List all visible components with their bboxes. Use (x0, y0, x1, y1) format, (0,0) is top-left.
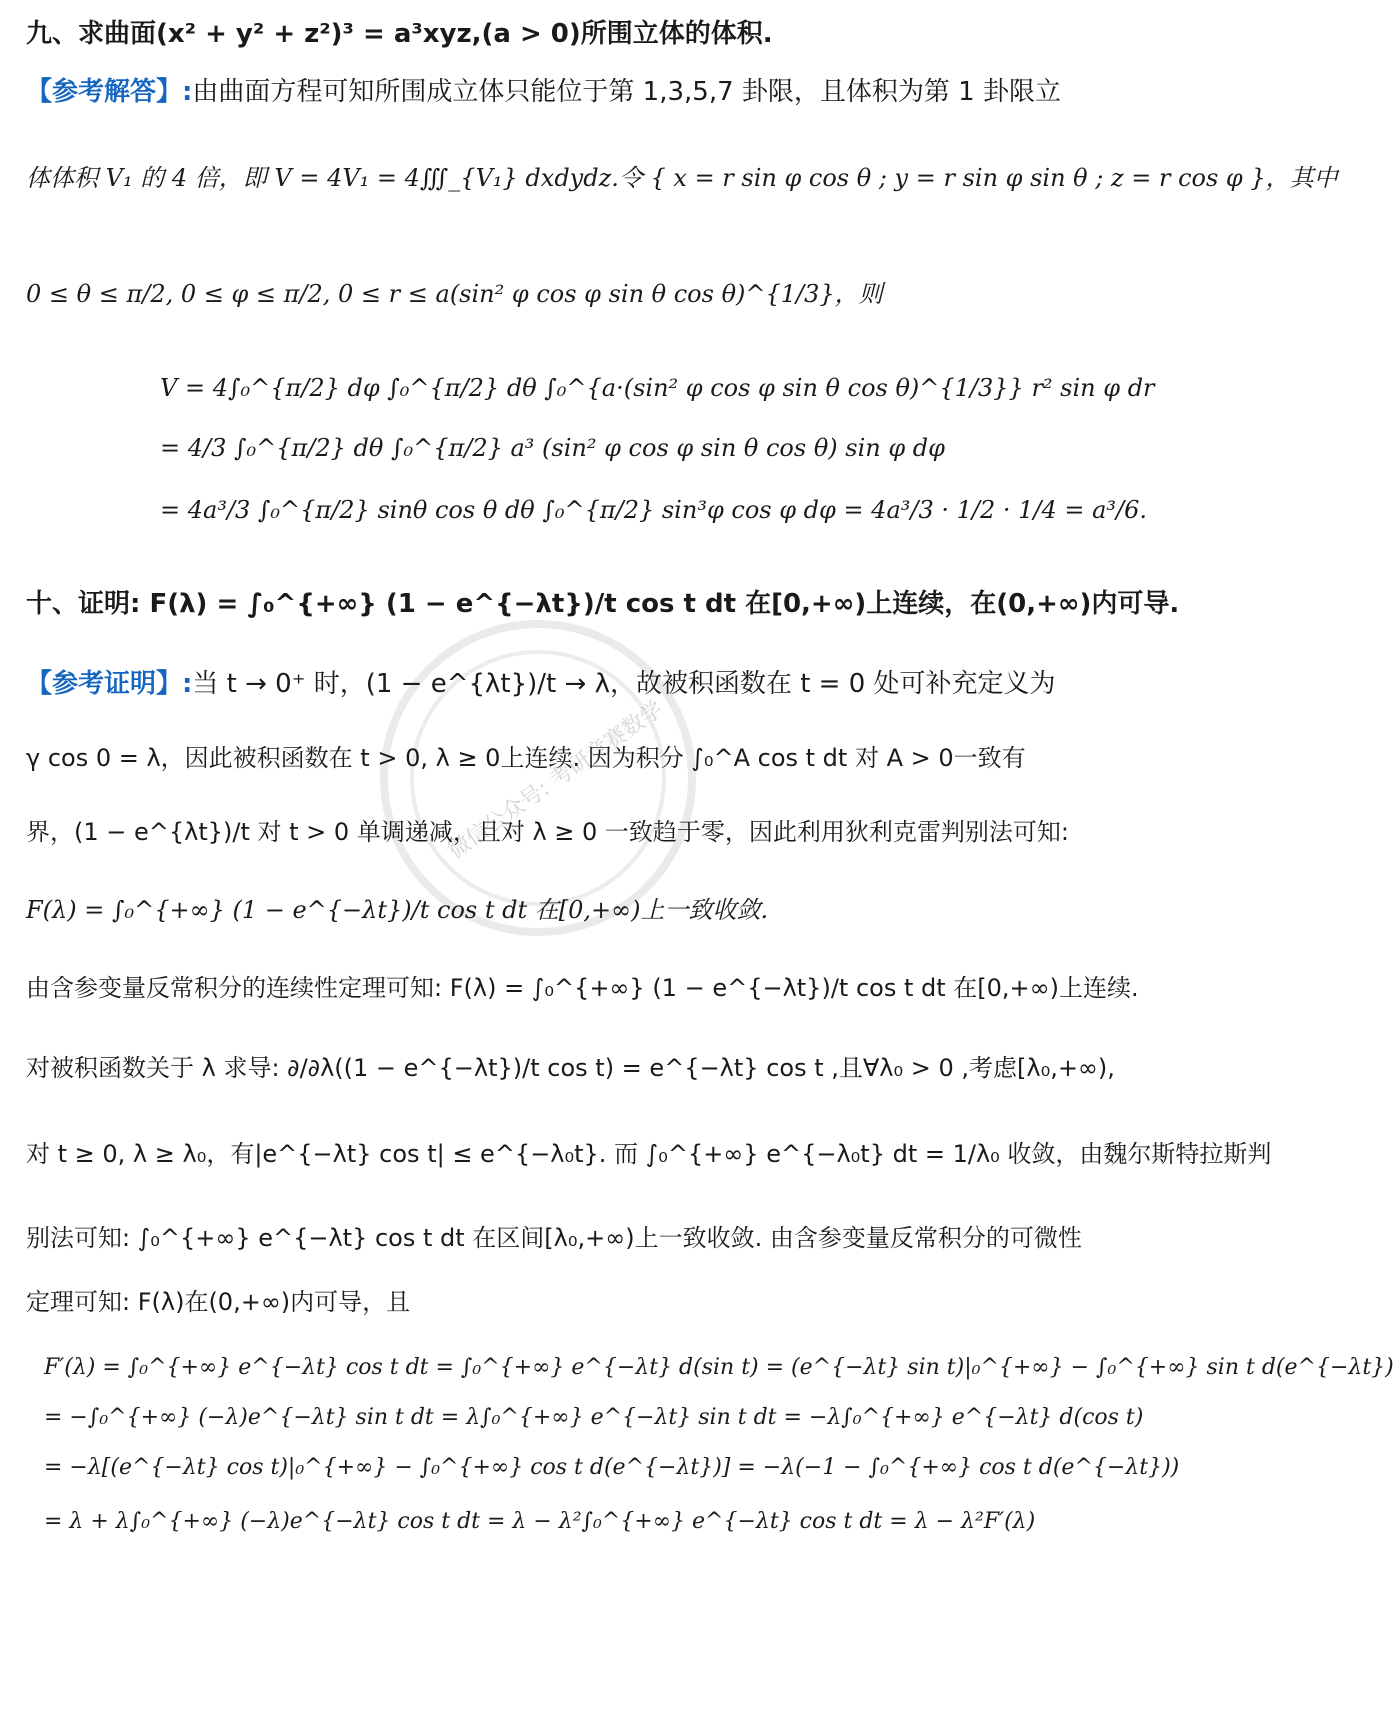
proof10-eq2: = −∫₀^{+∞} (−λ)e^{−λt} sin t dt = λ∫₀^{+∞} e^{−λt} sin t dt = −λ∫₀^{+∞} e^{−λt} d(cos t) (44, 1405, 1144, 1430)
solution9-eq3: = 4a³/3 ∫₀^{π/2} sinθ cos θ dθ ∫₀^{π/2} sin³φ cos φ dφ = 4a³/3 · 1/2 · 1/4 = a³/6. (160, 496, 1148, 524)
solution9-label: 【参考解答】: (26, 77, 193, 107)
proof10-eq4: = λ + λ∫₀^{+∞} (−λ)e^{−λt} cos t dt = λ − λ²∫₀^{+∞} e^{−λt} cos t dt = λ − λ²F′(λ) (44, 1509, 1036, 1534)
proof10-line1 (26, 666, 1056, 702)
solution9-line2: 体体积 V₁ 的 4 倍，即 V = 4V₁ = 4∭_{V₁} dxdydz.令 { x = r sin φ cos θ ; y = r sin φ sin θ ; z = r cos φ }，其中 (26, 164, 1338, 192)
proof10-label: 【参考证明】: (26, 669, 193, 699)
problem10-heading: 十、证明: F(λ) = ∫₀^{+∞} (1 − e^{−λt})/t cos t dt 在[0,+∞)上连续，在(0,+∞)内可导. (26, 589, 1180, 619)
proof10-eq1: F′(λ) = ∫₀^{+∞} e^{−λt} cos t dt = ∫₀^{+∞} e^{−λt} d(sin t) = (e^{−λt} sin t)|₀^{+∞} − ∫₀^{+∞} sin t d(e^{−λt}) (44, 1355, 1394, 1380)
proof10-line6: 对被积函数关于 λ 求导: ∂/∂λ((1 − e^{−λt})/t cos t) = e^{−λt} cos t ,且∀λ₀ > 0 ,考虑[λ₀,+∞), (26, 1054, 1115, 1082)
proof10-text1: 当 t → 0⁺ 时，(1 − e^{λt})/t → λ，故被积函数在 t = 0 处可补充定义为 (192, 669, 1056, 699)
proof10-line4: F(λ) = ∫₀^{+∞} (1 − e^{−λt})/t cos t dt 在[0,+∞)上一致收敛. (26, 896, 769, 924)
solution9-text1: 由曲面方程可知所围成立体只能位于第 1,3,5,7 卦限，且体积为第 1 卦限立 (192, 77, 1061, 107)
problem9-heading: 九、求曲面(x² + y² + z²)³ = a³xyz,(a > 0)所围立体的体积. (26, 19, 773, 49)
proof10-line3: 界，(1 − e^{λt})/t 对 t > 0 单调递减，且对 λ ≥ 0 一致趋于零，因此利用狄利克雷判别法可知: (26, 818, 1070, 846)
solution9-line1 (26, 74, 1061, 110)
watermark-text: 微信公众号: 考研竞赛数学 (443, 696, 669, 865)
proof10-line8: 别法可知: ∫₀^{+∞} e^{−λt} cos t dt 在区间[λ₀,+∞)上一致收敛. 由含参变量反常积分的可微性 (26, 1224, 1082, 1252)
proof10-eq3: = −λ[(e^{−λt} cos t)|₀^{+∞} − ∫₀^{+∞} cos t d(e^{−λt})] = −λ(−1 − ∫₀^{+∞} cos t d(e^{−λt})) (44, 1455, 1180, 1480)
solution9-eq2: = 4/3 ∫₀^{π/2} dθ ∫₀^{π/2} a³ (sin² φ cos φ sin θ cos θ) sin φ dφ (160, 434, 945, 462)
solution9-eq1: V = 4∫₀^{π/2} dφ ∫₀^{π/2} dθ ∫₀^{a·(sin² φ cos φ sin θ cos θ)^{1/3}} r² sin φ dr (160, 374, 1155, 402)
proof10-line2: γ cos 0 = λ，因此被积函数在 t > 0, λ ≥ 0上连续. 因为积分 ∫₀^A cos t dt 对 A > 0一致有 (26, 744, 1026, 772)
proof10-line7: 对 t ≥ 0, λ ≥ λ₀，有|e^{−λt} cos t| ≤ e^{−λ₀t}. 而 ∫₀^{+∞} e^{−λ₀t} dt = 1/λ₀ 收敛，由魏尔斯特拉斯判 (26, 1140, 1272, 1168)
proof10-line5: 由含参变量反常积分的连续性定理可知: F(λ) = ∫₀^{+∞} (1 − e^{−λt})/t cos t dt 在[0,+∞)上连续. (26, 974, 1139, 1002)
proof10-line9: 定理可知: F(λ)在(0,+∞)内可导，且 (26, 1288, 411, 1316)
solution9-line3: 0 ≤ θ ≤ π/2, 0 ≤ φ ≤ π/2, 0 ≤ r ≤ a(sin² φ cos φ sin θ cos θ)^{1/3}，则 (26, 280, 883, 308)
